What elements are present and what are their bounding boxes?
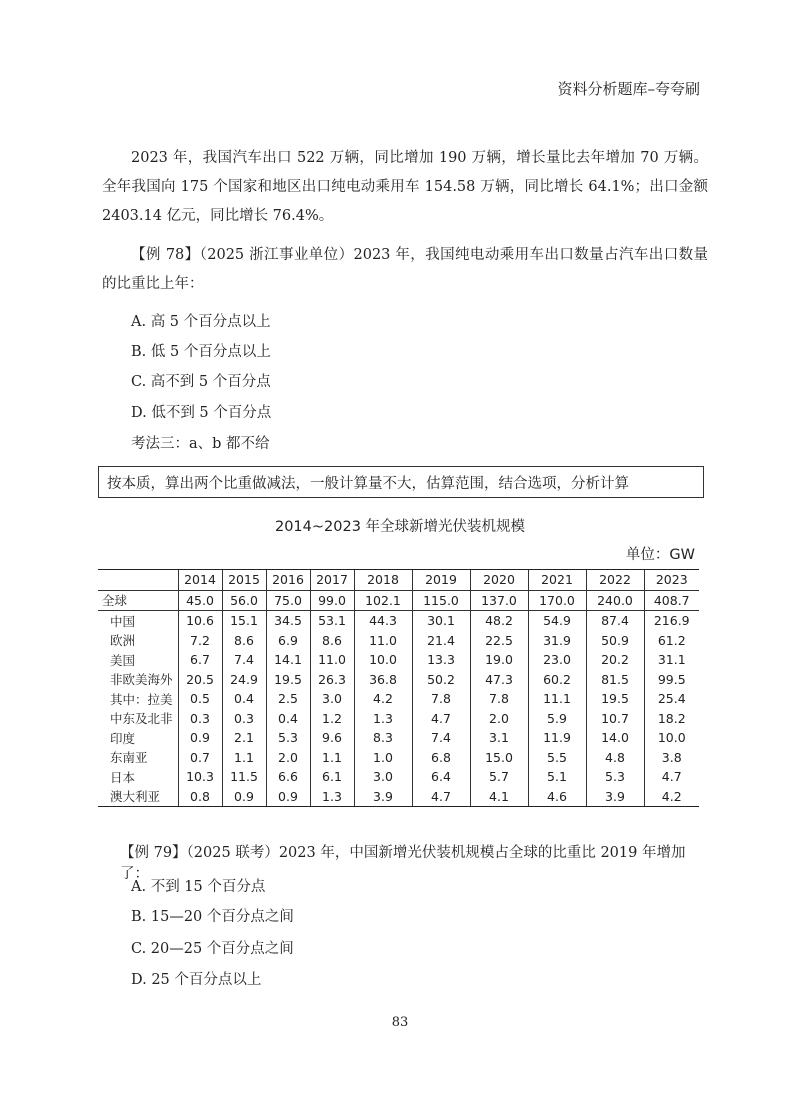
table-row: [98, 728, 699, 748]
table-cell: 18.2: [644, 709, 699, 729]
table-cell: 0.4: [266, 709, 310, 729]
table-cell: 4.2: [354, 689, 412, 709]
table-cell: 0.9: [178, 728, 222, 748]
table-cell: 4.6: [528, 787, 586, 807]
table-row: [98, 650, 699, 670]
row-label: 其中：拉美: [110, 691, 173, 707]
table-cell: 8.6: [222, 631, 266, 651]
table-cell: 1.1: [310, 748, 354, 768]
table-row: [98, 767, 699, 787]
year-header-2023: 2023: [644, 570, 699, 591]
table-cell: 26.3: [310, 670, 354, 690]
table-cell: 11.9: [528, 728, 586, 748]
table-cell: 54.9: [528, 611, 586, 631]
table-cell: 15.1: [222, 611, 266, 631]
table-cell: 170.0: [528, 590, 586, 611]
table-row: [98, 787, 699, 807]
table-cell: 240.0: [586, 590, 644, 611]
table-cell: 3.0: [354, 767, 412, 787]
table-cell: 22.5: [470, 631, 528, 651]
table-cell: 1.2: [310, 709, 354, 729]
table-cell: 6.8: [412, 748, 470, 768]
table-cell: 81.5: [586, 670, 644, 690]
table-cell: 5.3: [266, 728, 310, 748]
table-cell: 99.5: [644, 670, 699, 690]
table-cell: 3.9: [354, 787, 412, 807]
table-cell: 47.3: [470, 670, 528, 690]
row-label: 非欧美海外: [110, 672, 173, 688]
table-cell: 11.5: [222, 767, 266, 787]
option-79-d: D. 25 个百分点以上: [131, 972, 262, 988]
table-row: [98, 709, 699, 729]
table-cell: 14.0: [586, 728, 644, 748]
table-cell: 2.5: [266, 689, 310, 709]
table-cell: 8.3: [354, 728, 412, 748]
table-cell: 3.0: [310, 689, 354, 709]
table-cell: 19.5: [586, 689, 644, 709]
table-cell: 6.4: [412, 767, 470, 787]
option-78-d: D. 低不到 5 个百分点: [131, 405, 272, 421]
table-cell: 0.5: [178, 689, 222, 709]
table-row: [98, 670, 699, 690]
table-cell: 10.0: [644, 728, 699, 748]
table-cell: 9.6: [310, 728, 354, 748]
table-cell: 4.7: [644, 767, 699, 787]
table-cell: 0.3: [178, 709, 222, 729]
table-cell: 53.1: [310, 611, 354, 631]
table-cell: 99.0: [310, 590, 354, 611]
year-header-2017: 2017: [310, 570, 354, 591]
table-unit: 单位：GW: [625, 547, 695, 563]
table-cell: 11.0: [354, 631, 412, 651]
table-row: [98, 689, 699, 709]
table-cell: 11.0: [310, 650, 354, 670]
row-label: 东南亚: [110, 750, 148, 766]
table-cell: 5.9: [528, 709, 586, 729]
year-header-2022: 2022: [586, 570, 644, 591]
table-cell: 31.9: [528, 631, 586, 651]
table-cell: 3.8: [644, 748, 699, 768]
row-label: 澳大利亚: [98, 787, 178, 807]
table-cell: 30.1: [412, 611, 470, 631]
table-cell: 61.2: [644, 631, 699, 651]
table-cell: 87.4: [586, 611, 644, 631]
table-cell: 19.5: [266, 670, 310, 690]
table-cell: 1.3: [354, 709, 412, 729]
table-header-row: [98, 570, 699, 591]
table-cell: 7.8: [412, 689, 470, 709]
year-header-2020: 2020: [470, 570, 528, 591]
table-cell: 1.0: [354, 748, 412, 768]
table-cell: 2.1: [222, 728, 266, 748]
option-79-a: A. 不到 15 个百分点: [131, 879, 266, 895]
table-cell: 5.5: [528, 748, 586, 768]
table-cell: 102.1: [354, 590, 412, 611]
pv-table: [98, 569, 699, 807]
table-cell: 5.7: [470, 767, 528, 787]
table-cell: 15.0: [470, 748, 528, 768]
table-cell: 21.4: [412, 631, 470, 651]
table-cell: 20.5: [178, 670, 222, 690]
year-header-2019: 2019: [412, 570, 470, 591]
option-79-c: C. 20—25 个百分点之间: [131, 941, 294, 957]
table-cell: 4.8: [586, 748, 644, 768]
table-cell: 8.6: [310, 631, 354, 651]
table-cell: 7.8: [470, 689, 528, 709]
table-cell: 0.3: [222, 709, 266, 729]
table-cell: 2.0: [470, 709, 528, 729]
tip-box: 按本质，算出两个比重做减法，一般计算量不大，估算范围，结合选项，分析计算: [98, 466, 704, 498]
table-cell: 50.9: [586, 631, 644, 651]
table-cell: 5.1: [528, 767, 586, 787]
table-cell: 4.1: [470, 787, 528, 807]
table-cell: 10.0: [354, 650, 412, 670]
table-cell: 7.2: [178, 631, 222, 651]
table-cell: 13.3: [412, 650, 470, 670]
year-header-2014: 2014: [178, 570, 222, 591]
question-78: 【例 78】（2025 浙江事业单位）2023 年，我国纯电动乘用车出口数量占汽车出口数量的比重比上年：: [102, 247, 708, 292]
table-cell: 10.3: [178, 767, 222, 787]
table-cell: 0.9: [222, 787, 266, 807]
table-cell: 75.0: [266, 590, 310, 611]
table-cell: 4.2: [644, 787, 699, 807]
table-cell: 48.2: [470, 611, 528, 631]
year-header-2016: 2016: [266, 570, 310, 591]
table-cell: 5.3: [586, 767, 644, 787]
table-row: [98, 590, 699, 611]
table-cell: 10.6: [178, 611, 222, 631]
table-cell: 1.1: [222, 748, 266, 768]
table-cell: 20.2: [586, 650, 644, 670]
row-label: 中国: [110, 613, 136, 629]
table-cell: 36.8: [354, 670, 412, 690]
table-cell: 3.1: [470, 728, 528, 748]
table-cell: 31.1: [644, 650, 699, 670]
table-cell: 10.7: [586, 709, 644, 729]
table-cell: 6.6: [266, 767, 310, 787]
table-cell: 25.4: [644, 689, 699, 709]
table-cell: 60.2: [528, 670, 586, 690]
table-cell: 4.7: [412, 709, 470, 729]
table-cell: 408.7: [644, 590, 699, 611]
table-cell: 6.9: [266, 631, 310, 651]
table-cell: 0.8: [178, 787, 222, 807]
row-label: 美国: [110, 652, 136, 668]
year-header-2021: 2021: [528, 570, 586, 591]
table-title: 2014~2023 年全球新增光伏装机规模: [274, 519, 526, 535]
table-cell: 19.0: [470, 650, 528, 670]
table-cell: 24.9: [222, 670, 266, 690]
table-cell: 44.3: [354, 611, 412, 631]
table-cell: 45.0: [178, 590, 222, 611]
page-number: 83: [391, 1015, 409, 1030]
table-cell: 0.4: [222, 689, 266, 709]
table-row: [98, 611, 699, 631]
table-cell: 0.7: [178, 748, 222, 768]
table-cell: 1.3: [310, 787, 354, 807]
table-cell: 14.1: [266, 650, 310, 670]
table-cell: 11.1: [528, 689, 586, 709]
question-79: 【例 79】（2025 联考）2023 年，中国新增光伏装机规模占全球的比重比 2019 年增加了：: [120, 845, 686, 882]
option-78-a: A. 高 5 个百分点以上: [131, 314, 271, 330]
year-header-2018: 2018: [354, 570, 412, 591]
table-cell: 34.5: [266, 611, 310, 631]
table-cell: 216.9: [644, 611, 699, 631]
table-row: [98, 748, 699, 768]
method-note: 考法三：a、b 都不给: [131, 436, 270, 452]
table-cell: 23.0: [528, 650, 586, 670]
table-cell: 7.4: [222, 650, 266, 670]
year-header-2015: 2015: [222, 570, 266, 591]
table-cell: 6.7: [178, 650, 222, 670]
table-cell: 4.7: [412, 787, 470, 807]
row-label: 中东及北非: [110, 711, 173, 727]
table-cell: 56.0: [222, 590, 266, 611]
row-label: 全球: [98, 590, 178, 611]
row-label: 日本: [110, 769, 136, 785]
table-cell: 137.0: [470, 590, 528, 611]
option-78-b: B. 低 5 个百分点以上: [131, 344, 271, 360]
table-cell: 7.4: [412, 728, 470, 748]
option-78-c: C. 高不到 5 个百分点: [131, 374, 271, 390]
table-cell: 0.9: [266, 787, 310, 807]
intro-paragraph: 2023 年，我国汽车出口 522 万辆，同比增加 190 万辆，增长量比去年增加 70 万辆。全年我国向 175 个国家和地区出口纯电动乘用车 154.58 万辆，同比增长 64.1%；出口金额 2403.14 亿元，同比增长 76.4%。: [102, 150, 708, 224]
table-row: [98, 631, 699, 651]
table-cell: 50.2: [412, 670, 470, 690]
table-cell: 6.1: [310, 767, 354, 787]
row-label: 印度: [110, 730, 136, 746]
table-cell: 115.0: [412, 590, 470, 611]
row-label: 欧洲: [110, 633, 136, 649]
table-cell: 3.9: [586, 787, 644, 807]
option-79-b: B. 15—20 个百分点之间: [131, 909, 294, 925]
header-blank-cell: [98, 570, 178, 591]
running-header: 资料分析题库–夸夸刷: [557, 80, 700, 98]
table-cell: 2.0: [266, 748, 310, 768]
